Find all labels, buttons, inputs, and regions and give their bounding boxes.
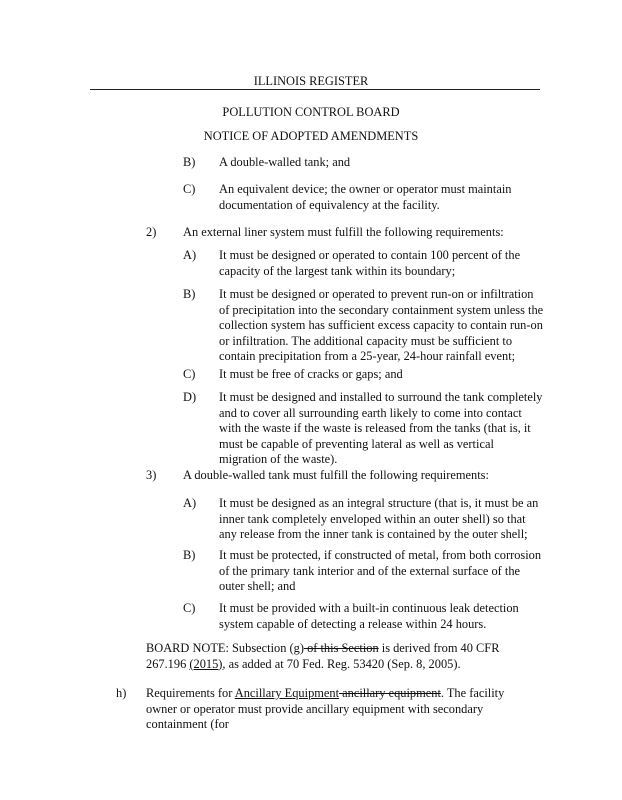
item-label: C) bbox=[183, 182, 196, 196]
section-h-struck: ancillary equipment bbox=[339, 686, 441, 700]
item-label: A) bbox=[183, 248, 197, 262]
section-h-tail: . The facility owner or operator must provide ancillary equipment with secondary containment (for bbox=[146, 686, 505, 732]
item-label: A) bbox=[183, 496, 197, 510]
board-note bbox=[146, 641, 541, 672]
item-label: B) bbox=[183, 155, 196, 169]
item-text: An equivalent device; the owner or operator must maintain documentation of equivalency at the facility. bbox=[219, 182, 512, 212]
board-note-year: (2015) bbox=[189, 656, 223, 671]
item-label: D) bbox=[183, 390, 197, 404]
item-label: B) bbox=[183, 287, 196, 301]
item-text: A double-walled tank; and bbox=[219, 155, 351, 169]
item-label: 2) bbox=[146, 225, 157, 239]
item-label: C) bbox=[183, 601, 196, 615]
section-h-lead: Requirements for bbox=[146, 686, 235, 700]
board-note-lead: BOARD NOTE: Subsection (g) bbox=[146, 641, 304, 655]
item-text: It must be designed or operated to prevent run-on or infiltration of precipitation into the secondary containment system unless the collection system has sufficient excess capacity to contain run-on or infiltration. The additional capacity must be sufficient to contain precipitation from a 25-year, 24-hour rainfall event; bbox=[219, 287, 544, 364]
board-note-struck: of this Section bbox=[303, 641, 379, 655]
item-label: C) bbox=[183, 367, 196, 381]
board-note-mid: is derived from 40 CFR 267.196 bbox=[146, 641, 500, 671]
notice-title: NOTICE OF ADOPTED AMENDMENTS bbox=[203, 129, 419, 143]
item-text: It must be free of cracks or gaps; and bbox=[219, 367, 403, 381]
item-text: An external liner system must fulfill the following requirements: bbox=[183, 225, 504, 239]
item-text: It must be designed and installed to surround the tank completely and to cover all surrounding earth likely to come into contact with the waste if the waste is released from the tanks (that is, it must be capable of preventing lateral as well as vertical migration of the waste). bbox=[219, 390, 543, 467]
item-text: It must be designed as an integral structure (that is, it must be an inner tank completely enveloped within an outer shell) so that any release from the inner tank is contained by the outer shell; bbox=[219, 496, 539, 542]
item-label: 3) bbox=[146, 468, 157, 482]
item-label: B) bbox=[183, 548, 196, 562]
section-h-text bbox=[146, 686, 531, 733]
section-label: h) bbox=[116, 686, 127, 700]
section-h-inserted: Ancillary Equipment bbox=[234, 686, 340, 700]
board-note-tail: , as added at 70 Fed. Reg. 53420 (Sep. 8, 2005). bbox=[222, 656, 461, 671]
item-text: It must be designed or operated to contain 100 percent of the capacity of the largest tank within its boundary; bbox=[219, 248, 521, 278]
item-text: It must be protected, if constructed of metal, from both corrosion of the primary tank interior and of the external surface of the outer shell; and bbox=[219, 548, 542, 594]
board-title: POLLUTION CONTROL BOARD bbox=[222, 105, 400, 119]
item-text: A double-walled tank must fulfill the following requirements: bbox=[183, 468, 489, 482]
register-title: ILLINOIS REGISTER bbox=[253, 74, 369, 88]
item-text: It must be provided with a built-in continuous leak detection system capable of detecting a release within 24 hours. bbox=[219, 601, 519, 631]
header-rule bbox=[90, 89, 540, 90]
